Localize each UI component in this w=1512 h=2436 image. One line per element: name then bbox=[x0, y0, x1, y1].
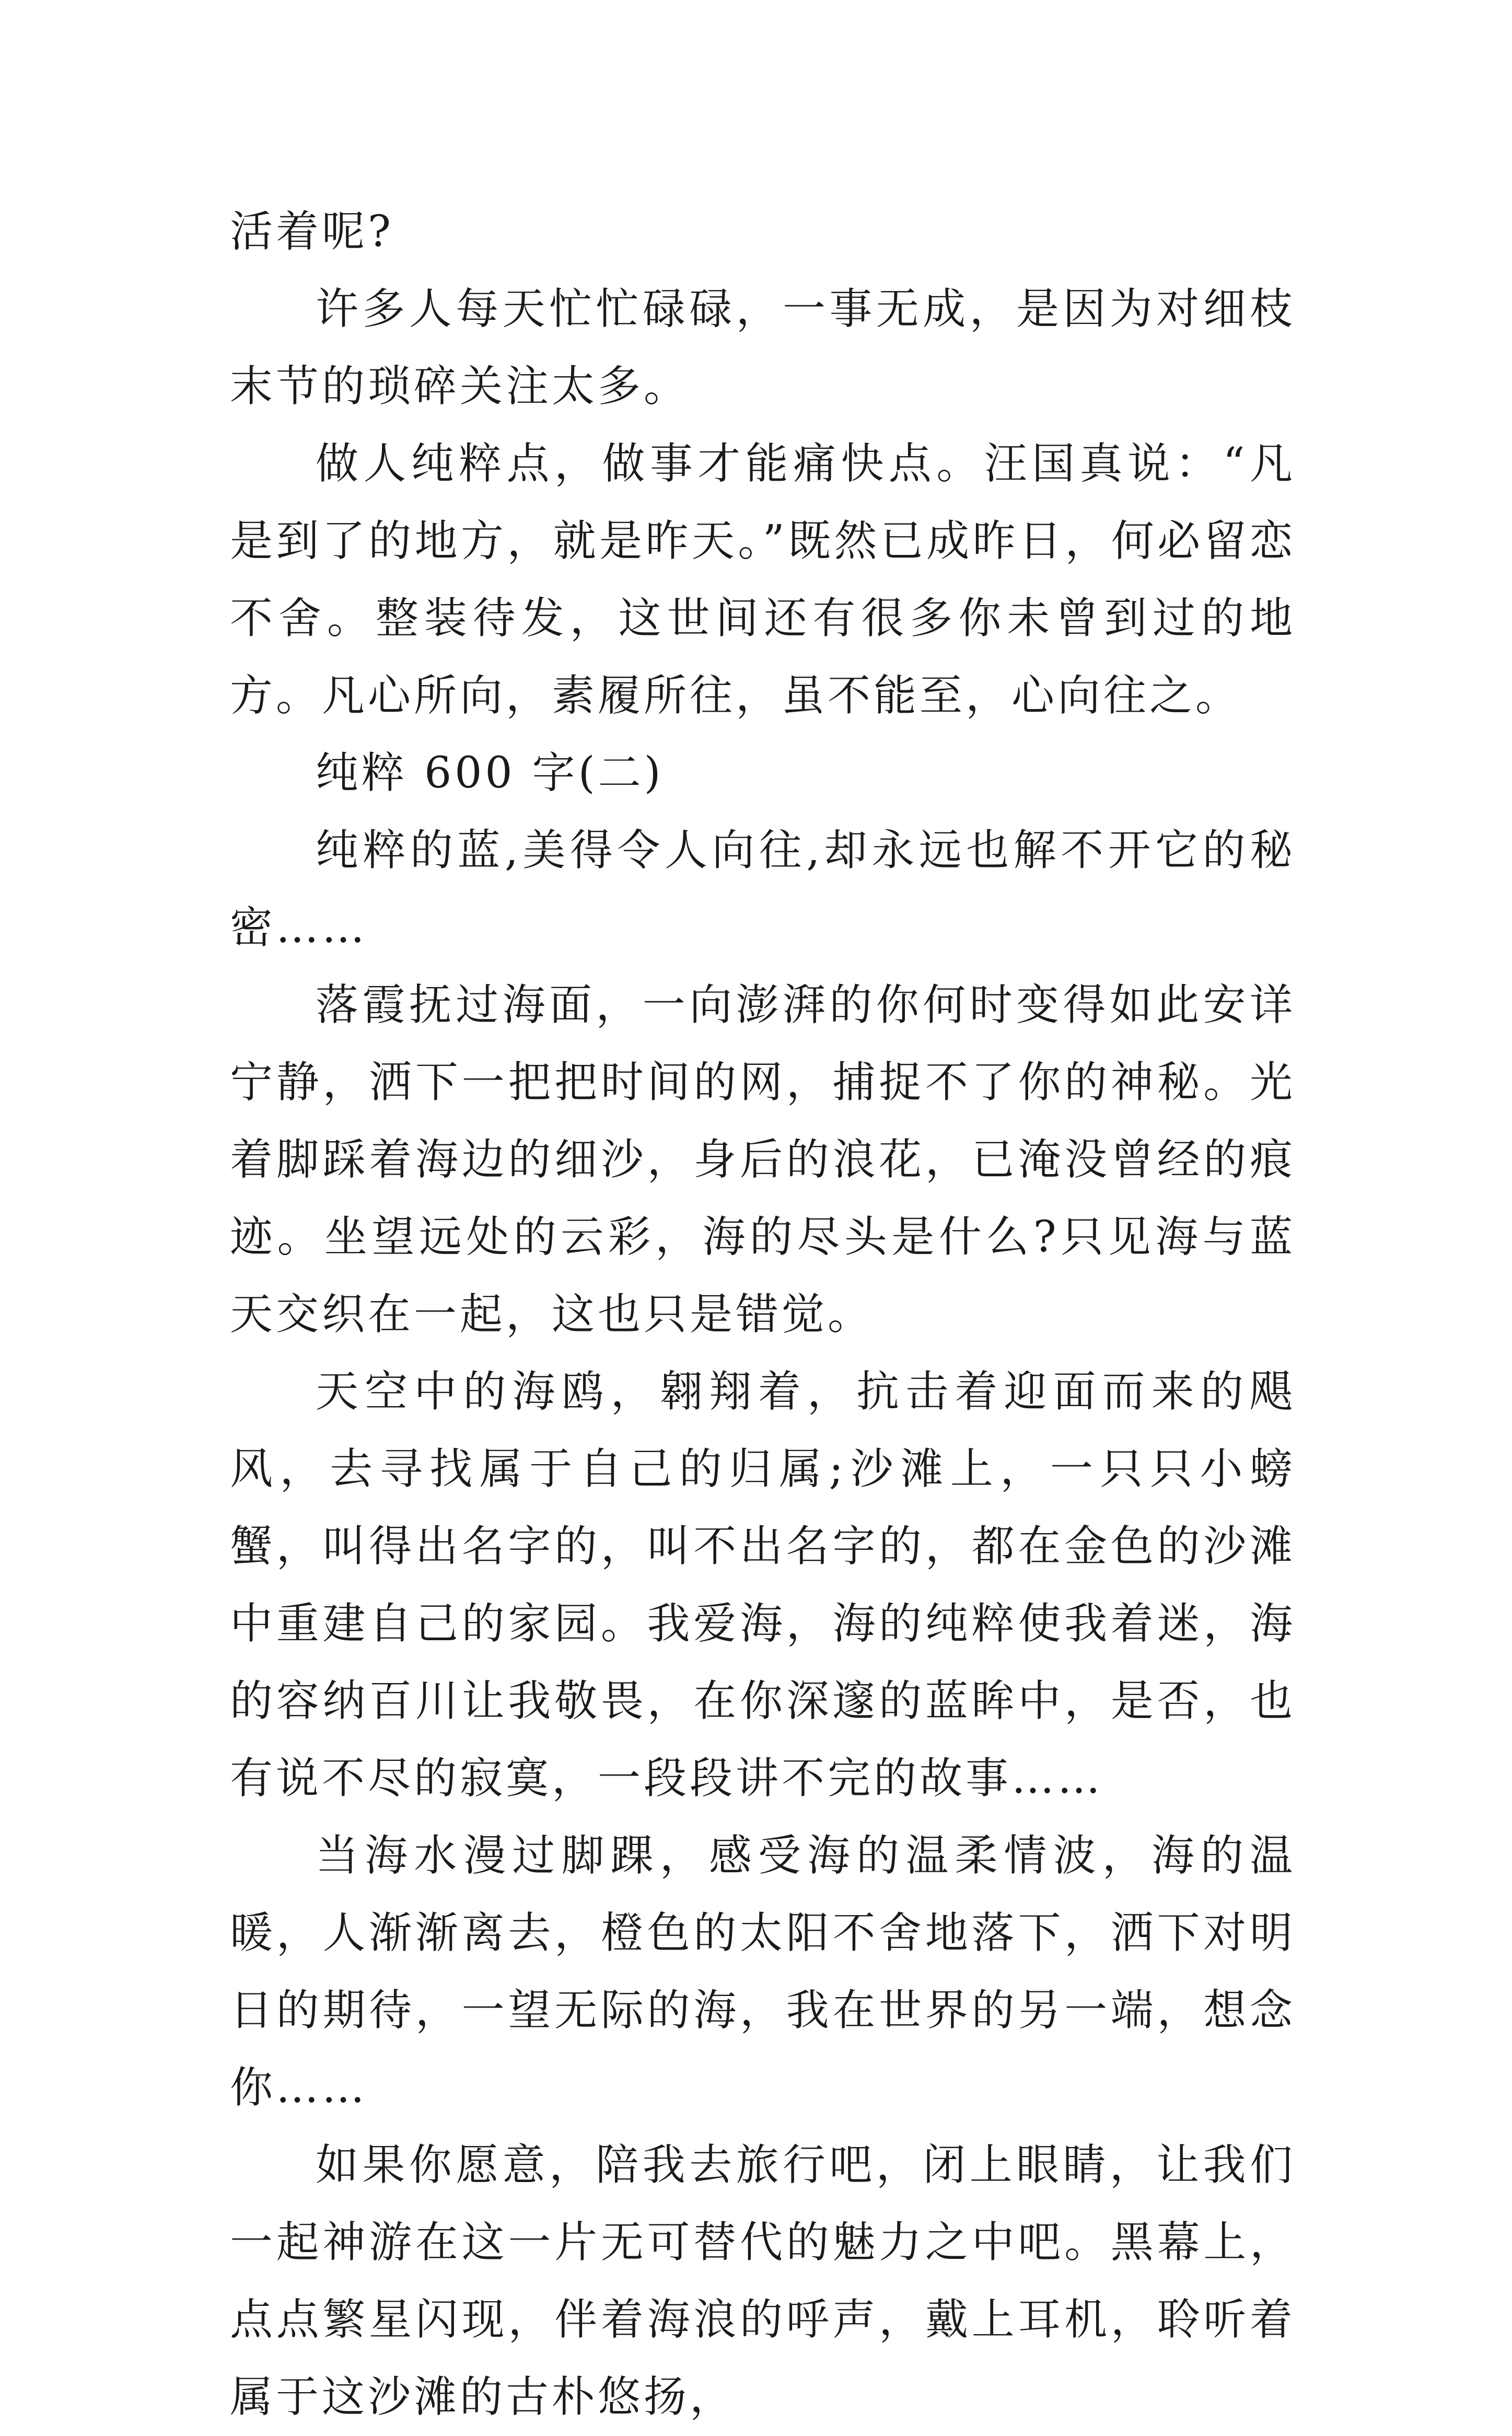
paragraph-3: 做人纯粹点，做事才能痛快点。汪国真说：“凡是到了的地方，就是昨天。”既然已成昨日，何必留恋不舍。整装待发，这世间还有很多你未曾到过的地方。凡心所向，素履所往，虽不能至，心向往之。 bbox=[230, 439, 1296, 721]
paragraph-9: 如果你愿意，陪我去旅行吧，闭上眼睛，让我们一起神游在这一片无可替代的魅力之中吧。黑幕上，点点繁星闪现，伴着海浪的呼声，戴上耳机，聆听着属于这沙滩的古朴悠扬， bbox=[230, 2140, 1296, 2422]
document-body bbox=[230, 193, 1296, 2436]
paragraph-1: 活着呢? bbox=[230, 207, 394, 257]
paragraph-7: 天空中的海鸥，翱翔着，抗击着迎面而来的飓风，去寻找属于自己的归属;沙滩上，一只只小螃蟹，叫得出名字的，叫不出名字的，都在金色的沙滩中重建自己的家园。我爱海，海的纯粹使我着迷，海的容纳百川让我敬畏，在你深邃的蓝眸中，是否，也有说不尽的寂寞，一段段讲不完的故事…… bbox=[230, 1367, 1296, 1803]
paragraph-2: 许多人每天忙忙碌碌，一事无成，是因为对细枝末节的琐碎关注太多。 bbox=[230, 284, 1296, 411]
paragraph-6: 落霞抚过海面，一向澎湃的你何时变得如此安详宁静，洒下一把把时间的网，捕捉不了你的神秘。光着脚踩着海边的细沙，身后的浪花，已淹没曾经的痕迹。坐望远处的云彩，海的尽头是什么?只见海与蓝天交织在一起，这也只是错觉。 bbox=[230, 980, 1296, 1339]
section-heading: 纯粹 600 字(二) bbox=[316, 748, 664, 798]
paragraph-8: 当海水漫过脚踝，感受海的温柔情波，海的温暖，人渐渐离去，橙色的太阳不舍地落下，洒下对明日的期待，一望无际的海，我在世界的另一端，想念你…… bbox=[230, 1831, 1296, 2113]
paragraph-5: 纯粹的蓝,美得令人向往,却永远也解不开它的秘密…… bbox=[230, 826, 1296, 953]
